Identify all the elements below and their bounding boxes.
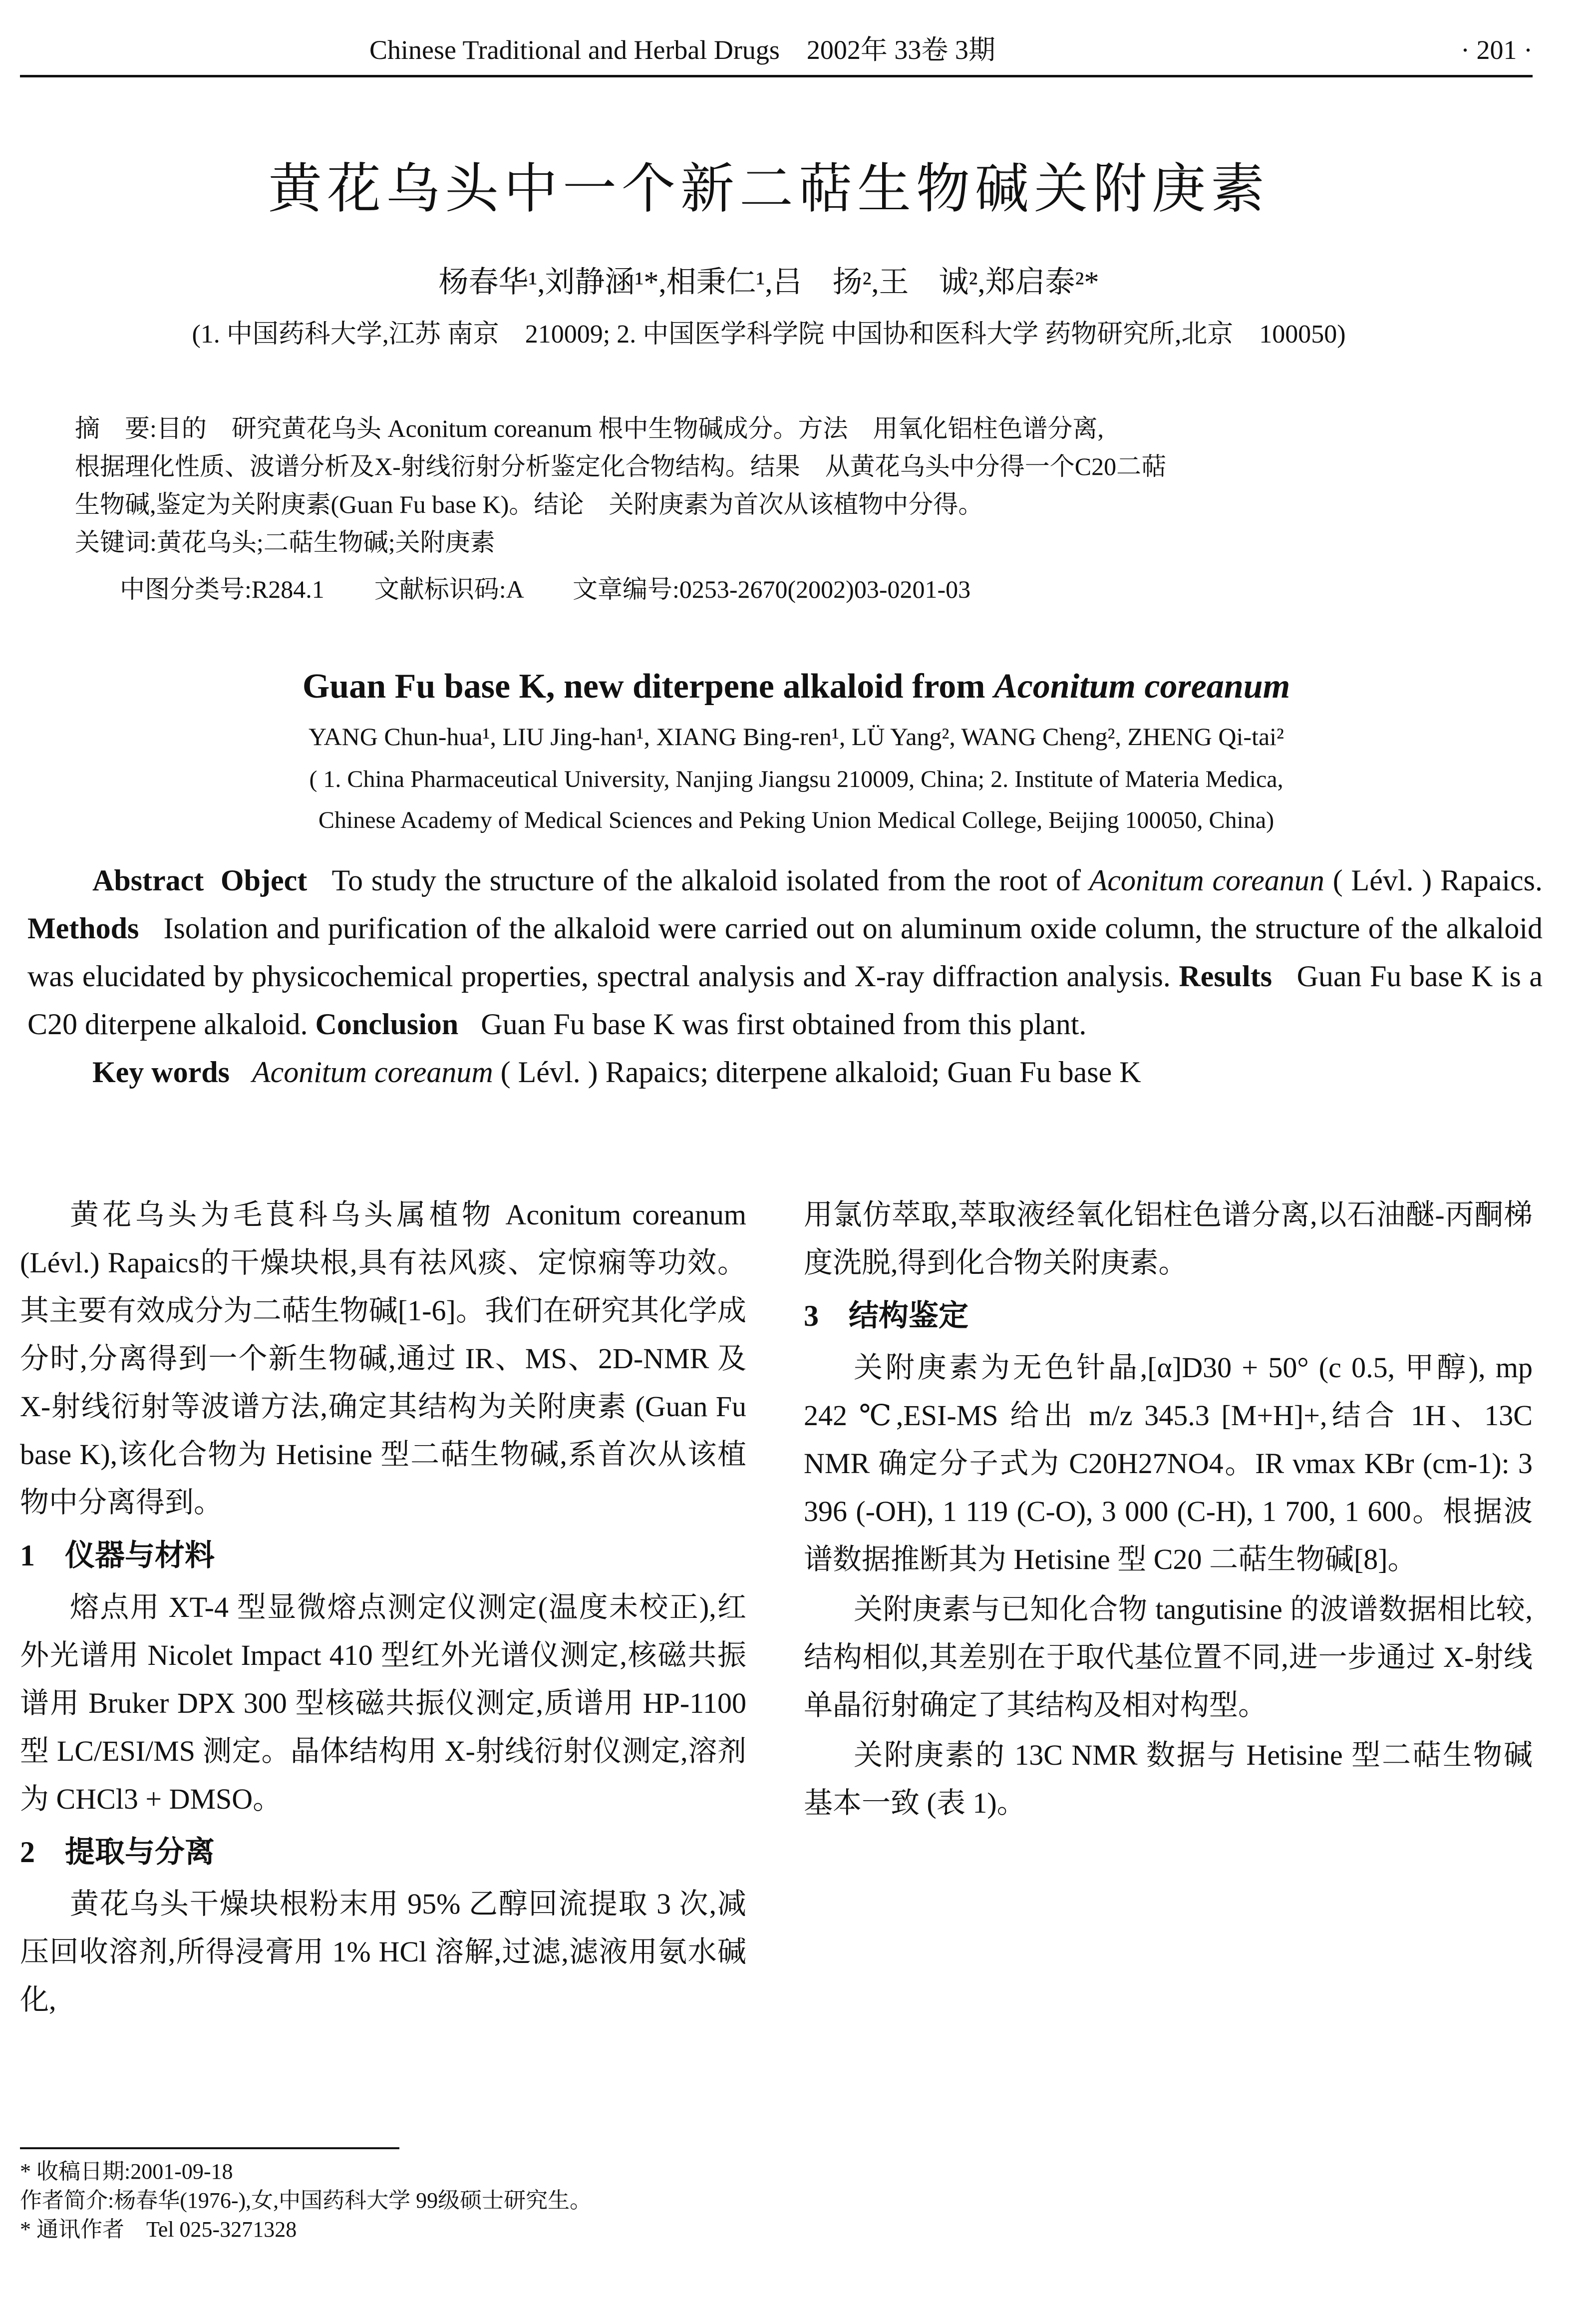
chinese-title: 黄花乌头中一个新二萜生物碱关附庚素: [268, 160, 1270, 219]
body-left-column: [20, 1191, 746, 2026]
methods-label: Methods: [27, 912, 139, 945]
chinese-keywords: 关键词:黄花乌头;二萜生物碱;关附庚素: [75, 528, 495, 556]
intro-paragraph: 黄花乌头为毛茛科乌头属植物 Aconitum coreanum (Lévl.) Rapaics的干燥块根,具有祛风痰、定惊痫等功效。其主要有效成分为二萜生物碱[1-6]。我们在研究其化学成分时,分离得到一个新生物碱,通过 IR、MS、2D-NMR 及 X-射线衍射等波谱方法,确定其结构为关附庚素 (Guan Fu base K),该化合物为 Hetisine 型二萜生物碱,系首次从该植物中分离得到。: [20, 1198, 746, 1519]
footnote-correspondence: * 通讯作者 Tel 025-3271328: [20, 2217, 297, 2242]
classification-numbers: 中图分类号:R284.1 文献标识码:A 文章编号:0253-2670(2002)03-0201-03: [120, 575, 971, 603]
english-abstract: Abstract Object To study the structure of the alkaloid isolated from the root of Aconitum coreanun ( Lévl. ) Rapaics. Methods Isolation and purification of the alkaloid were carried out on aluminum oxide column, the structure of the alkaloid was elucidated by physicochemical properties, spectral analysis and X-ray diffraction analysis. Results Guan Fu base K is a C20 diterpene alkaloid. Conclusion Guan Fu base K was first obtained from this plant. Key words Aconitum coreanum ( Lévl. ) Rapaics; diterpene alkaloid; Guan Fu base K: [27, 856, 1543, 1096]
page-number: · 201 ·: [1461, 35, 1533, 65]
chinese-authors: 杨春华¹,刘静涵¹*,相秉仁¹,吕 扬²,王 诚²,郑启泰²*: [438, 266, 1099, 299]
footnote-author-bio: 作者简介:杨春华(1976-),女,中国药科大学 99级硕士研究生。: [20, 2188, 592, 2213]
body-right-column: [804, 1191, 1533, 1829]
chinese-abstract-line: 摘 要:目的 研究黄花乌头 Aconitum coreanum 根中生物碱成分。方法 用氧化铝柱色谱分离,: [75, 414, 1104, 442]
conclusion-label: Conclusion: [315, 1008, 459, 1041]
identification-paragraph: 关附庚素为无色针晶,[α]D30 + 50° (c 0.5, 甲醇), mp 242 ℃,ESI-MS 给出 m/z 345.3 [M+H]+,结合 1H、13C NMR 确定分子式为 C20H27NO4。IR νmax KBr (cm-1): 3 396 (-OH), 1 119 (C-O), 3 000 (C-H), 1 700, 1 600。根据波谱数据推断其为 Hetisine 型 C20 二萜生物碱[8]。: [804, 1351, 1533, 1575]
instruments-paragraph: 熔点用 XT-4 型显微熔点测定仪测定(温度未校正),红外光谱用 Nicolet Impact 410 型红外光谱仪测定,核磁共振谱用 Bruker DPX 300 型核磁共振仪测定,质谱用 HP-1100 型 LC/ESI/MS 测定。晶体结构用 X-射线衍射仪测定,溶剂为 CHCl3 + DMSO。: [20, 1591, 746, 1815]
english-authors: YANG Chun-hua¹, LIU Jing-han¹, XIANG Bing-ren¹, LÜ Yang², WANG Cheng², ZHENG Qi-tai²: [308, 723, 1284, 751]
abstract-label: Abstract: [92, 864, 204, 897]
journal-issue: 2002年 33卷 3期: [806, 35, 995, 65]
extraction-paragraph: 黄花乌头干燥块根粉末用 95% 乙醇回流提取 3 次,减压回收溶剂,所得浸膏用 1% HCl 溶解,过滤,滤液用氨水碱化,: [20, 1888, 746, 2016]
extraction-continued: 用氯仿萃取,萃取液经氧化铝柱色谱分离,以石油醚-丙酮梯度洗脱,得到化合物关附庚素。: [804, 1198, 1533, 1279]
footnote-received: * 收稿日期:2001-09-18: [20, 2159, 233, 2184]
nmr-paragraph: 关附庚素的 13C NMR 数据与 Hetisine 型二萜生物碱基本一致 (表 1)。: [804, 1739, 1533, 1819]
chinese-abstract: [75, 409, 1498, 561]
chinese-abstract-line: 根据理化性质、波谱分析及X-射线衍射分析鉴定化合物结构。结果 从黄花乌头中分得一个C20二萜: [75, 452, 1167, 480]
journal-name: Chinese Traditional and Herbal Drugs 2002年 33卷 3期: [369, 35, 995, 65]
header-rule: [20, 75, 1533, 77]
footnotes: [20, 2157, 1018, 2244]
comparison-paragraph: 关附庚素与已知化合物 tangutisine 的波谱数据相比较,结构相似,其差别在于取代基位置不同,进一步通过 X-射线单晶衍射确定了其结构及相对构型。: [804, 1593, 1533, 1721]
english-keywords: Key words Aconitum coreanum ( Lévl. ) Rapaics; diterpene alkaloid; Guan Fu base K: [92, 1056, 1141, 1089]
section-heading-3: 3 结构鉴定: [804, 1299, 968, 1332]
object-label: Object: [220, 864, 308, 897]
footnote-rule: [20, 2147, 399, 2149]
english-title-species: Aconitum coreanum: [994, 667, 1290, 706]
english-affiliation: ( 1. China Pharmaceutical University, Nanjing Jiangsu 210009, China; 2. Institute of Materia Medica, Chinese Academy of Medical Sciences and Peking Union Medical College, Beijing 100050, China): [309, 766, 1283, 833]
results-label: Results: [1179, 960, 1273, 993]
running-header: [20, 27, 1533, 72]
section-heading-1: 1 仪器与材料: [20, 1539, 215, 1572]
chinese-affiliation: (1. 中国药科大学,江苏 南京 210009; 2. 中国医学科学院 中国协和医科大学 药物研究所,北京 100050): [192, 320, 1346, 349]
english-title: Guan Fu base K, new diterpene alkaloid from Aconitum coreanum: [302, 667, 1290, 706]
section-heading-2: 2 提取与分离: [20, 1836, 215, 1869]
chinese-abstract-line: 生物碱,鉴定为关附庚素(Guan Fu base K)。结论 关附庚素为首次从该植物中分得。: [75, 490, 983, 518]
